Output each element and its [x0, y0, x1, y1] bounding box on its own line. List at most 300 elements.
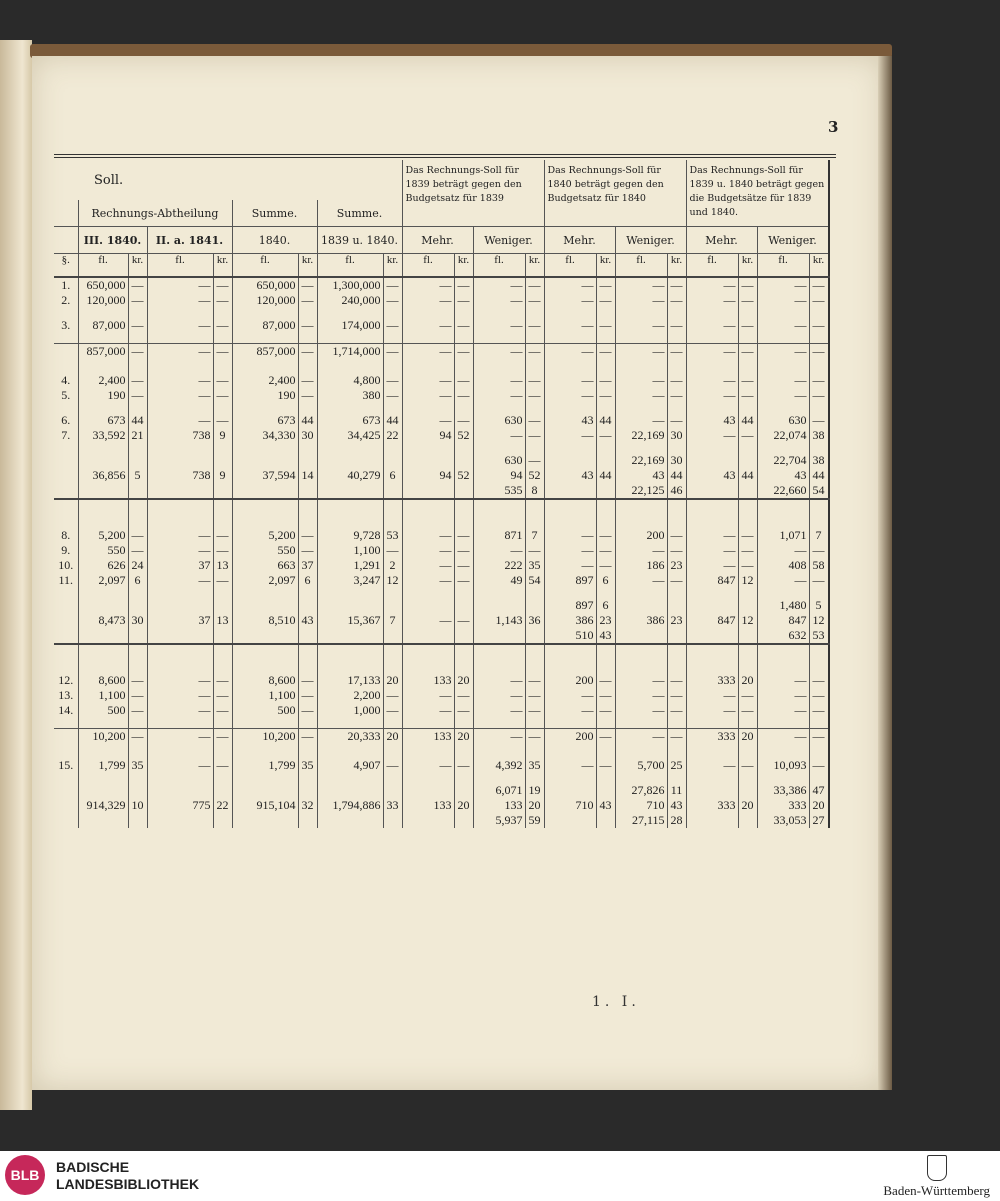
kreuzer-cell — [213, 483, 232, 499]
weniger-1840: Weniger. — [615, 227, 686, 254]
kreuzer-cell: — — [298, 318, 317, 333]
section-number — [54, 483, 78, 499]
gulden-cell: — — [615, 373, 667, 388]
kreuzer-cell: — — [738, 344, 757, 360]
gulden-cell: 120,000 — [78, 293, 128, 308]
gulden-cell — [686, 628, 738, 644]
kreuzer-cell: — — [128, 528, 147, 543]
kreuzer-cell: — — [383, 688, 402, 703]
kreuzer-cell: 20 — [525, 798, 544, 813]
kreuzer-cell: 8 — [525, 483, 544, 499]
gulden-cell: — — [544, 543, 596, 558]
kreuzer-cell: — — [454, 413, 473, 428]
library-name[interactable]: BADISCHE LANDESBIBLIOTHEK — [56, 1159, 200, 1192]
kreuzer-cell — [667, 628, 686, 644]
kreuzer-cell: 19 — [525, 783, 544, 798]
gulden-cell: — — [544, 703, 596, 718]
gulden-cell: — — [757, 673, 809, 688]
gulden-cell: 775 — [147, 798, 213, 813]
gulden-cell: — — [615, 673, 667, 688]
gulden-cell: 630 — [473, 453, 525, 468]
kreuzer-cell: — — [454, 573, 473, 588]
gulden-cell: 333 — [686, 729, 738, 745]
table-row — [54, 277, 829, 293]
kreuzer-cell: — — [213, 543, 232, 558]
kreuzer-cell: — — [596, 758, 615, 773]
table-row — [54, 558, 829, 573]
kreuzer-cell: — — [809, 758, 829, 773]
gulden-cell: 333 — [686, 798, 738, 813]
kreuzer-cell: 24 — [128, 558, 147, 573]
kreuzer-cell: 13 — [213, 558, 232, 573]
gulden-cell: 8,510 — [232, 613, 298, 628]
gulden-cell — [544, 483, 596, 499]
gulden-cell: 510 — [544, 628, 596, 644]
kreuzer-cell: 52 — [525, 468, 544, 483]
gulden-cell — [78, 783, 128, 798]
gulden-cell: — — [147, 277, 213, 293]
kreuzer-cell — [213, 453, 232, 468]
kreuzer-cell: — — [596, 558, 615, 573]
gulden-cell: 1,799 — [232, 758, 298, 773]
kreuzer-cell — [596, 813, 615, 828]
gulden-cell: 37 — [147, 558, 213, 573]
kreuzer-cell: — — [738, 318, 757, 333]
gulden-cell — [317, 598, 383, 613]
section-number — [54, 813, 78, 828]
kreuzer-cell: 44 — [667, 468, 686, 483]
gulden-cell: 17,133 — [317, 673, 383, 688]
gulden-cell: 630 — [757, 413, 809, 428]
summe-total-header: Summe. — [317, 200, 402, 227]
gulden-cell: — — [147, 688, 213, 703]
gulden-cell: 1,100 — [78, 688, 128, 703]
gulden-cell: 535 — [473, 483, 525, 499]
gulden-cell: 33,592 — [78, 428, 128, 443]
kreuzer-cell: — — [298, 729, 317, 745]
kreuzer-cell: 59 — [525, 813, 544, 828]
kreuzer-cell: — — [213, 573, 232, 588]
ledger-body — [54, 277, 829, 828]
spacer-row — [54, 499, 829, 528]
gulden-cell: 10,200 — [232, 729, 298, 745]
gulden-cell — [317, 483, 383, 499]
kreuzer-cell — [738, 783, 757, 798]
gulden-cell — [147, 783, 213, 798]
kreuzer-cell: 43 — [298, 613, 317, 628]
gulden-cell: 847 — [686, 573, 738, 588]
kreuzer-cell: 38 — [809, 428, 829, 443]
gulden-cell: — — [473, 703, 525, 718]
kreuzer-cell: — — [128, 388, 147, 403]
unit-row: §. fl. kr. fl. kr. fl. kr. fl. kr. fl. kr. fl. kr. fl. kr. fl. kr. fl. kr. fl. kr. — [54, 254, 829, 278]
gulden-cell: 738 — [147, 428, 213, 443]
kreuzer-cell: 35 — [298, 758, 317, 773]
kreuzer-cell: — — [128, 293, 147, 308]
kreuzer-cell — [738, 598, 757, 613]
gulden-cell — [686, 483, 738, 499]
kreuzer-cell: 44 — [383, 413, 402, 428]
blb-logo[interactable]: BLB — [5, 1155, 45, 1195]
gulden-cell: — — [615, 318, 667, 333]
gulden-cell: 174,000 — [317, 318, 383, 333]
spacer-row — [54, 308, 829, 318]
kreuzer-cell: 5 — [809, 598, 829, 613]
kreuzer-cell — [213, 598, 232, 613]
gulden-cell: 133 — [402, 729, 454, 745]
kreuzer-cell: — — [596, 673, 615, 688]
viewer-footer — [0, 1151, 1000, 1201]
kreuzer-cell: 44 — [596, 468, 615, 483]
kreuzer-cell: — — [454, 688, 473, 703]
kreuzer-cell: 58 — [809, 558, 829, 573]
kreuzer-cell: 44 — [298, 413, 317, 428]
kreuzer-cell: 14 — [298, 468, 317, 483]
gulden-cell — [317, 783, 383, 798]
table-row — [54, 798, 829, 813]
gulden-cell: 5,200 — [78, 528, 128, 543]
section-number: 15. — [58, 758, 74, 772]
gulden-cell: — — [615, 543, 667, 558]
kreuzer-cell: — — [809, 688, 829, 703]
gulden-cell: — — [473, 673, 525, 688]
kreuzer-cell: 27 — [809, 813, 829, 828]
kreuzer-cell: 20 — [383, 673, 402, 688]
gulden-cell: — — [147, 543, 213, 558]
kreuzer-cell: — — [667, 318, 686, 333]
kreuzer-cell: — — [454, 558, 473, 573]
gulden-cell: — — [147, 528, 213, 543]
table-row — [54, 729, 829, 745]
gulden-cell: — — [757, 573, 809, 588]
kreuzer-cell: 52 — [454, 428, 473, 443]
gulden-cell — [544, 783, 596, 798]
kreuzer-cell — [738, 453, 757, 468]
kreuzer-cell: — — [525, 277, 544, 293]
kreuzer-cell: — — [667, 388, 686, 403]
gulden-cell: — — [615, 413, 667, 428]
kreuzer-cell: 22 — [383, 428, 402, 443]
kreuzer-cell: 6 — [128, 573, 147, 588]
kreuzer-cell: — — [738, 703, 757, 718]
kreuzer-cell — [383, 813, 402, 828]
gulden-cell: 34,330 — [232, 428, 298, 443]
kreuzer-cell: — — [454, 388, 473, 403]
table-row — [54, 573, 829, 588]
kreuzer-cell — [383, 598, 402, 613]
gulden-cell — [686, 783, 738, 798]
kreuzer-cell: — — [596, 373, 615, 388]
gulden-cell: — — [686, 344, 738, 360]
gulden-cell: — — [147, 673, 213, 688]
gulden-cell: — — [757, 318, 809, 333]
table-row — [54, 413, 829, 428]
table-row — [54, 543, 829, 558]
gulden-cell: — — [402, 413, 454, 428]
gulden-cell — [317, 813, 383, 828]
gulden-cell: 550 — [232, 543, 298, 558]
kreuzer-cell: — — [454, 318, 473, 333]
kreuzer-cell: — — [454, 528, 473, 543]
kreuzer-cell: — — [667, 528, 686, 543]
gulden-cell: 40,279 — [317, 468, 383, 483]
gulden-cell: — — [402, 758, 454, 773]
kreuzer-cell — [525, 598, 544, 613]
kreuzer-cell: — — [738, 277, 757, 293]
gulden-cell: 333 — [686, 673, 738, 688]
kreuzer-cell: 37 — [298, 558, 317, 573]
gulden-cell: 5,937 — [473, 813, 525, 828]
kreuzer-cell: — — [525, 388, 544, 403]
section-number — [54, 729, 78, 745]
kreuzer-cell: 11 — [667, 783, 686, 798]
kreuzer-cell: — — [525, 293, 544, 308]
gulden-cell — [402, 598, 454, 613]
gulden-cell: 43 — [544, 413, 596, 428]
section-number — [54, 344, 78, 360]
gulden-cell: 22,169 — [615, 428, 667, 443]
kreuzer-cell: 9 — [213, 468, 232, 483]
kreuzer-cell: — — [596, 528, 615, 543]
kreuzer-cell: 20 — [454, 673, 473, 688]
kreuzer-cell: — — [809, 703, 829, 718]
gulden-cell — [232, 598, 298, 613]
kreuzer-cell: — — [596, 318, 615, 333]
gulden-cell: — — [615, 703, 667, 718]
baden-wuerttemberg-logo[interactable]: Baden-Württemberg — [883, 1155, 990, 1199]
kreuzer-cell: — — [809, 413, 829, 428]
section-number: 8. — [61, 528, 71, 542]
coat-of-arms-icon — [927, 1155, 947, 1181]
gulden-cell: — — [615, 729, 667, 745]
gulden-cell: 43 — [757, 468, 809, 483]
gulden-cell: — — [615, 293, 667, 308]
kreuzer-cell: 46 — [667, 483, 686, 499]
gulden-cell: — — [402, 528, 454, 543]
section-number: 6. — [61, 413, 71, 427]
gulden-cell: 5,700 — [615, 758, 667, 773]
kreuzer-cell: — — [738, 758, 757, 773]
gulden-cell: — — [686, 528, 738, 543]
kreuzer-cell: 44 — [809, 468, 829, 483]
kreuzer-cell: — — [128, 318, 147, 333]
kreuzer-cell — [454, 813, 473, 828]
kreuzer-cell: — — [809, 573, 829, 588]
soll-header: Soll. — [94, 172, 124, 188]
gulden-cell: — — [544, 758, 596, 773]
kreuzer-cell — [738, 813, 757, 828]
page-number: 3 — [828, 118, 839, 136]
kreuzer-cell: — — [738, 293, 757, 308]
gulden-cell: 2,400 — [78, 373, 128, 388]
gulden-cell: — — [544, 688, 596, 703]
kreuzer-cell: 10 — [128, 798, 147, 813]
kreuzer-cell: — — [738, 388, 757, 403]
comparison-1839-1840-header: Das Rechnungs-Soll für 1839 u. 1840 beträgt gegen die Budgetsätze für 1839 und 1840. — [686, 160, 829, 227]
kreuzer-cell: — — [596, 729, 615, 745]
gulden-cell: 673 — [78, 413, 128, 428]
gulden-cell: — — [147, 388, 213, 403]
kreuzer-cell: — — [213, 528, 232, 543]
gulden-cell — [686, 598, 738, 613]
kreuzer-cell: — — [738, 428, 757, 443]
kreuzer-cell: — — [454, 703, 473, 718]
table-row — [54, 483, 829, 499]
kreuzer-cell: — — [298, 344, 317, 360]
table-row — [54, 388, 829, 403]
gulden-cell: 1,794,886 — [317, 798, 383, 813]
kreuzer-cell — [298, 628, 317, 644]
gulden-cell: 133 — [473, 798, 525, 813]
kreuzer-cell: — — [596, 428, 615, 443]
gulden-cell: — — [686, 318, 738, 333]
kreuzer-cell: — — [213, 344, 232, 360]
kreuzer-cell: — — [596, 344, 615, 360]
gulden-cell: 87,000 — [232, 318, 298, 333]
gulden-cell: 240,000 — [317, 293, 383, 308]
gulden-cell: 847 — [757, 613, 809, 628]
gulden-cell: — — [147, 729, 213, 745]
gulden-cell: 673 — [232, 413, 298, 428]
kreuzer-cell: — — [213, 388, 232, 403]
gulden-cell: — — [147, 573, 213, 588]
gulden-cell — [232, 628, 298, 644]
gulden-cell: — — [473, 428, 525, 443]
gulden-cell: 1,799 — [78, 758, 128, 773]
kreuzer-cell: — — [525, 413, 544, 428]
gulden-cell: 43 — [544, 468, 596, 483]
spacer-row — [54, 443, 829, 453]
kreuzer-cell: — — [128, 729, 147, 745]
section-number: 12. — [58, 673, 74, 687]
kreuzer-cell: — — [525, 428, 544, 443]
kreuzer-cell: 35 — [128, 758, 147, 773]
kreuzer-cell: 6 — [383, 468, 402, 483]
gulden-cell: 37 — [147, 613, 213, 628]
kreuzer-cell: — — [596, 543, 615, 558]
kreuzer-cell — [596, 783, 615, 798]
kreuzer-cell: — — [667, 344, 686, 360]
gulden-cell: 36,856 — [78, 468, 128, 483]
gulden-cell — [232, 813, 298, 828]
gulden-cell: — — [544, 428, 596, 443]
kreuzer-cell: — — [213, 758, 232, 773]
gulden-cell: — — [147, 703, 213, 718]
gulden-cell: — — [147, 373, 213, 388]
gulden-cell: 673 — [317, 413, 383, 428]
gulden-cell: — — [757, 703, 809, 718]
kreuzer-cell: — — [596, 293, 615, 308]
gulden-cell: 408 — [757, 558, 809, 573]
gulden-cell — [232, 453, 298, 468]
kreuzer-cell — [213, 813, 232, 828]
section-number: 11. — [58, 573, 74, 587]
gulden-cell — [78, 813, 128, 828]
gulden-cell: — — [147, 344, 213, 360]
kreuzer-cell: 7 — [525, 528, 544, 543]
gulden-cell: 857,000 — [78, 344, 128, 360]
gulden-cell: — — [402, 277, 454, 293]
kreuzer-cell: — — [383, 373, 402, 388]
kreuzer-cell: 23 — [667, 613, 686, 628]
kreuzer-cell: — — [809, 373, 829, 388]
gulden-cell: 1,071 — [757, 528, 809, 543]
kreuzer-cell: — — [525, 453, 544, 468]
kreuzer-cell: — — [809, 318, 829, 333]
gulden-cell: — — [473, 344, 525, 360]
kreuzer-cell: — — [128, 373, 147, 388]
kreuzer-cell: 23 — [667, 558, 686, 573]
gulden-cell: 650,000 — [232, 277, 298, 293]
kreuzer-cell — [454, 783, 473, 798]
gulden-cell — [147, 598, 213, 613]
kreuzer-cell: — — [213, 373, 232, 388]
gulden-cell: — — [544, 293, 596, 308]
table-row — [54, 688, 829, 703]
kreuzer-cell — [738, 628, 757, 644]
kreuzer-cell: — — [128, 688, 147, 703]
gulden-cell: — — [757, 729, 809, 745]
kreuzer-cell: — — [128, 703, 147, 718]
kreuzer-cell: — — [809, 388, 829, 403]
kreuzer-cell: 23 — [596, 613, 615, 628]
gulden-cell: — — [402, 573, 454, 588]
kreuzer-cell: — — [667, 413, 686, 428]
kreuzer-cell: 7 — [383, 613, 402, 628]
gulden-cell: 37,594 — [232, 468, 298, 483]
gulden-cell: 897 — [544, 598, 596, 613]
gulden-cell: — — [757, 373, 809, 388]
summe-1840-header: Summe. — [232, 200, 317, 227]
kreuzer-cell — [596, 483, 615, 499]
gulden-cell: — — [473, 688, 525, 703]
kreuzer-cell: — — [667, 373, 686, 388]
gulden-cell: 94 — [402, 468, 454, 483]
kreuzer-cell: — — [738, 373, 757, 388]
gulden-cell: — — [402, 373, 454, 388]
kreuzer-cell: 12 — [809, 613, 829, 628]
kreuzer-cell: 13 — [213, 613, 232, 628]
kreuzer-cell — [298, 453, 317, 468]
section-number: 14. — [58, 703, 74, 717]
kreuzer-cell: — — [667, 277, 686, 293]
gulden-cell: 1,291 — [317, 558, 383, 573]
gulden-cell — [147, 813, 213, 828]
kreuzer-cell — [383, 628, 402, 644]
gulden-cell: 897 — [544, 573, 596, 588]
gulden-cell: — — [686, 293, 738, 308]
kreuzer-cell: 32 — [298, 798, 317, 813]
gulden-cell: 87,000 — [78, 318, 128, 333]
gulden-cell: — — [473, 318, 525, 333]
gulden-cell: — — [544, 344, 596, 360]
kreuzer-cell: — — [383, 277, 402, 293]
gulden-cell: 15,367 — [317, 613, 383, 628]
kreuzer-cell: 12 — [383, 573, 402, 588]
gulden-cell: — — [473, 293, 525, 308]
kreuzer-cell — [298, 598, 317, 613]
kreuzer-cell: 43 — [596, 628, 615, 644]
kreuzer-cell: 47 — [809, 783, 829, 798]
section-number: 1. — [61, 278, 71, 292]
gulden-cell — [686, 813, 738, 828]
kreuzer-cell: — — [809, 673, 829, 688]
weniger-total: Weniger. — [757, 227, 829, 254]
kreuzer-cell: — — [383, 758, 402, 773]
table-row — [54, 373, 829, 388]
gulden-cell: 20,333 — [317, 729, 383, 745]
gulden-cell: 94 — [402, 428, 454, 443]
